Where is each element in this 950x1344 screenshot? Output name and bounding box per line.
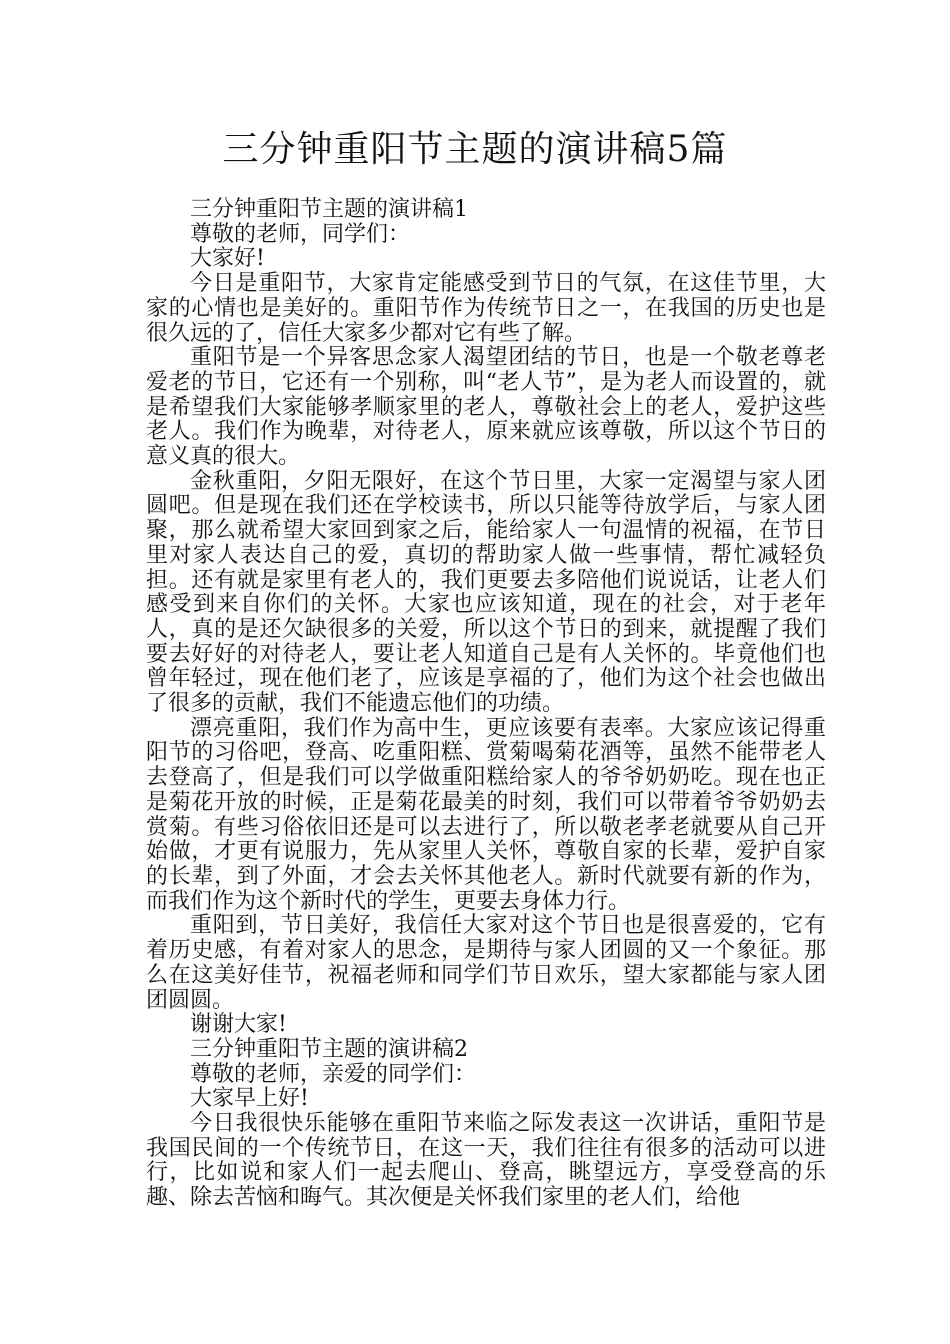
paragraph: 重阳节是一个异客思念家人渴望团结的节日，也是一个敬老尊老爱老的节日，它还有一个别称，叫“老人节”，是为老人而设置的，就是希望我们大家能够孝顺家里的老人，尊敬社会上的老人，爱护这些老人。我们作为晚辈，对待老人，原来就应该尊敬，所以这个节日的意义真的很大。 — [146, 345, 826, 470]
paragraph: 今日是重阳节，大家肯定能感受到节日的气氛，在这佳节里，大家的心情也是美好的。重阳节作为传统节日之一，在我国的历史也是很久远的了，信任大家多少都对它有些了解。 — [146, 271, 826, 346]
paragraph: 漂亮重阳，我们作为高中生，更应该要有表率。大家应该记得重阳节的习俗吧，登高、吃重阳糕、赏菊喝菊花酒等，虽然不能带老人去登高了，但是我们可以学做重阳糕给家人的爷爷奶奶吃。现在也正是菊花开放的时候，正是菊花最美的时刻，我们可以带着爷爷奶奶去赏菊。有些习俗依旧还是可以去进行了，所以敬老孝老就要从自己开始做，才更有说服力，先从家里人关怀，尊敬自家的长辈，爱护自家的长辈，到了外面，才会去关怀其他老人。新时代就要有新的作为，而我们作为这个新时代的学生，更要去身体力行。 — [146, 715, 826, 914]
section-heading-1: 三分钟重阳节主题的演讲稿1 — [190, 197, 468, 222]
paragraph: 重阳到，节日美好，我信任大家对这个节日也是很喜爱的，它有着历史感，有着对家人的思念，是期待与家人团圆的又一个象征。那么在这美好佳节，祝福老师和同学们节日欢乐，望大家都能与家人团团圆圆。 — [146, 913, 826, 1013]
paragraph: 今日我很快乐能够在重阳节来临之际发表这一次讲话，重阳节是我国民间的一个传统节日，在这一天，我们往往有很多的活动可以进行，比如说和家人们一起去爬山、登高，眺望远方，享受登高的乐趣、除去苦恼和晦气。其次便是关怀我们家里的老人们，给他 — [146, 1111, 826, 1211]
section-heading-2: 三分钟重阳节主题的演讲稿2 — [190, 1036, 468, 1062]
greeting: 大家好! — [190, 246, 265, 272]
paragraph: 金秋重阳，夕阳无限好，在这个节日里，大家一定渴望与家人团圆吧。但是现在我们还在学校读书，所以只能等待放学后，与家人团聚，那么就希望大家回到家之后，能给家人一句温情的祝福，在节日里对家人表达自己的爱，真切的帮助家人做一些事情，帮忙减轻负担。还有就是家里有老人的，我们更要去多陪他们说说话，让老人们感受到来自你们的关怀。大家也应该知道，现在的社会，对于老年人，真的是还欠缺很多的关爱，所以这个节日的到来，就提醒了我们要去好好的对待老人，要让老人知道自己是有人关怀的。毕竟他们也曾年轻过，现在他们老了，应该是享福的了，他们为这个社会也做出了很多的贡献，我们不能遗忘他们的功绩。 — [146, 468, 826, 717]
salutation: 尊敬的老师，亲爱的同学们： — [190, 1061, 477, 1087]
salutation: 尊敬的老师，同学们： — [190, 221, 411, 247]
greeting: 大家早上好! — [190, 1086, 309, 1112]
document-body — [146, 198, 826, 1211]
closing: 谢谢大家! — [190, 1012, 287, 1038]
document-title: 三分钟重阳节主题的演讲稿5篇 — [222, 129, 728, 170]
